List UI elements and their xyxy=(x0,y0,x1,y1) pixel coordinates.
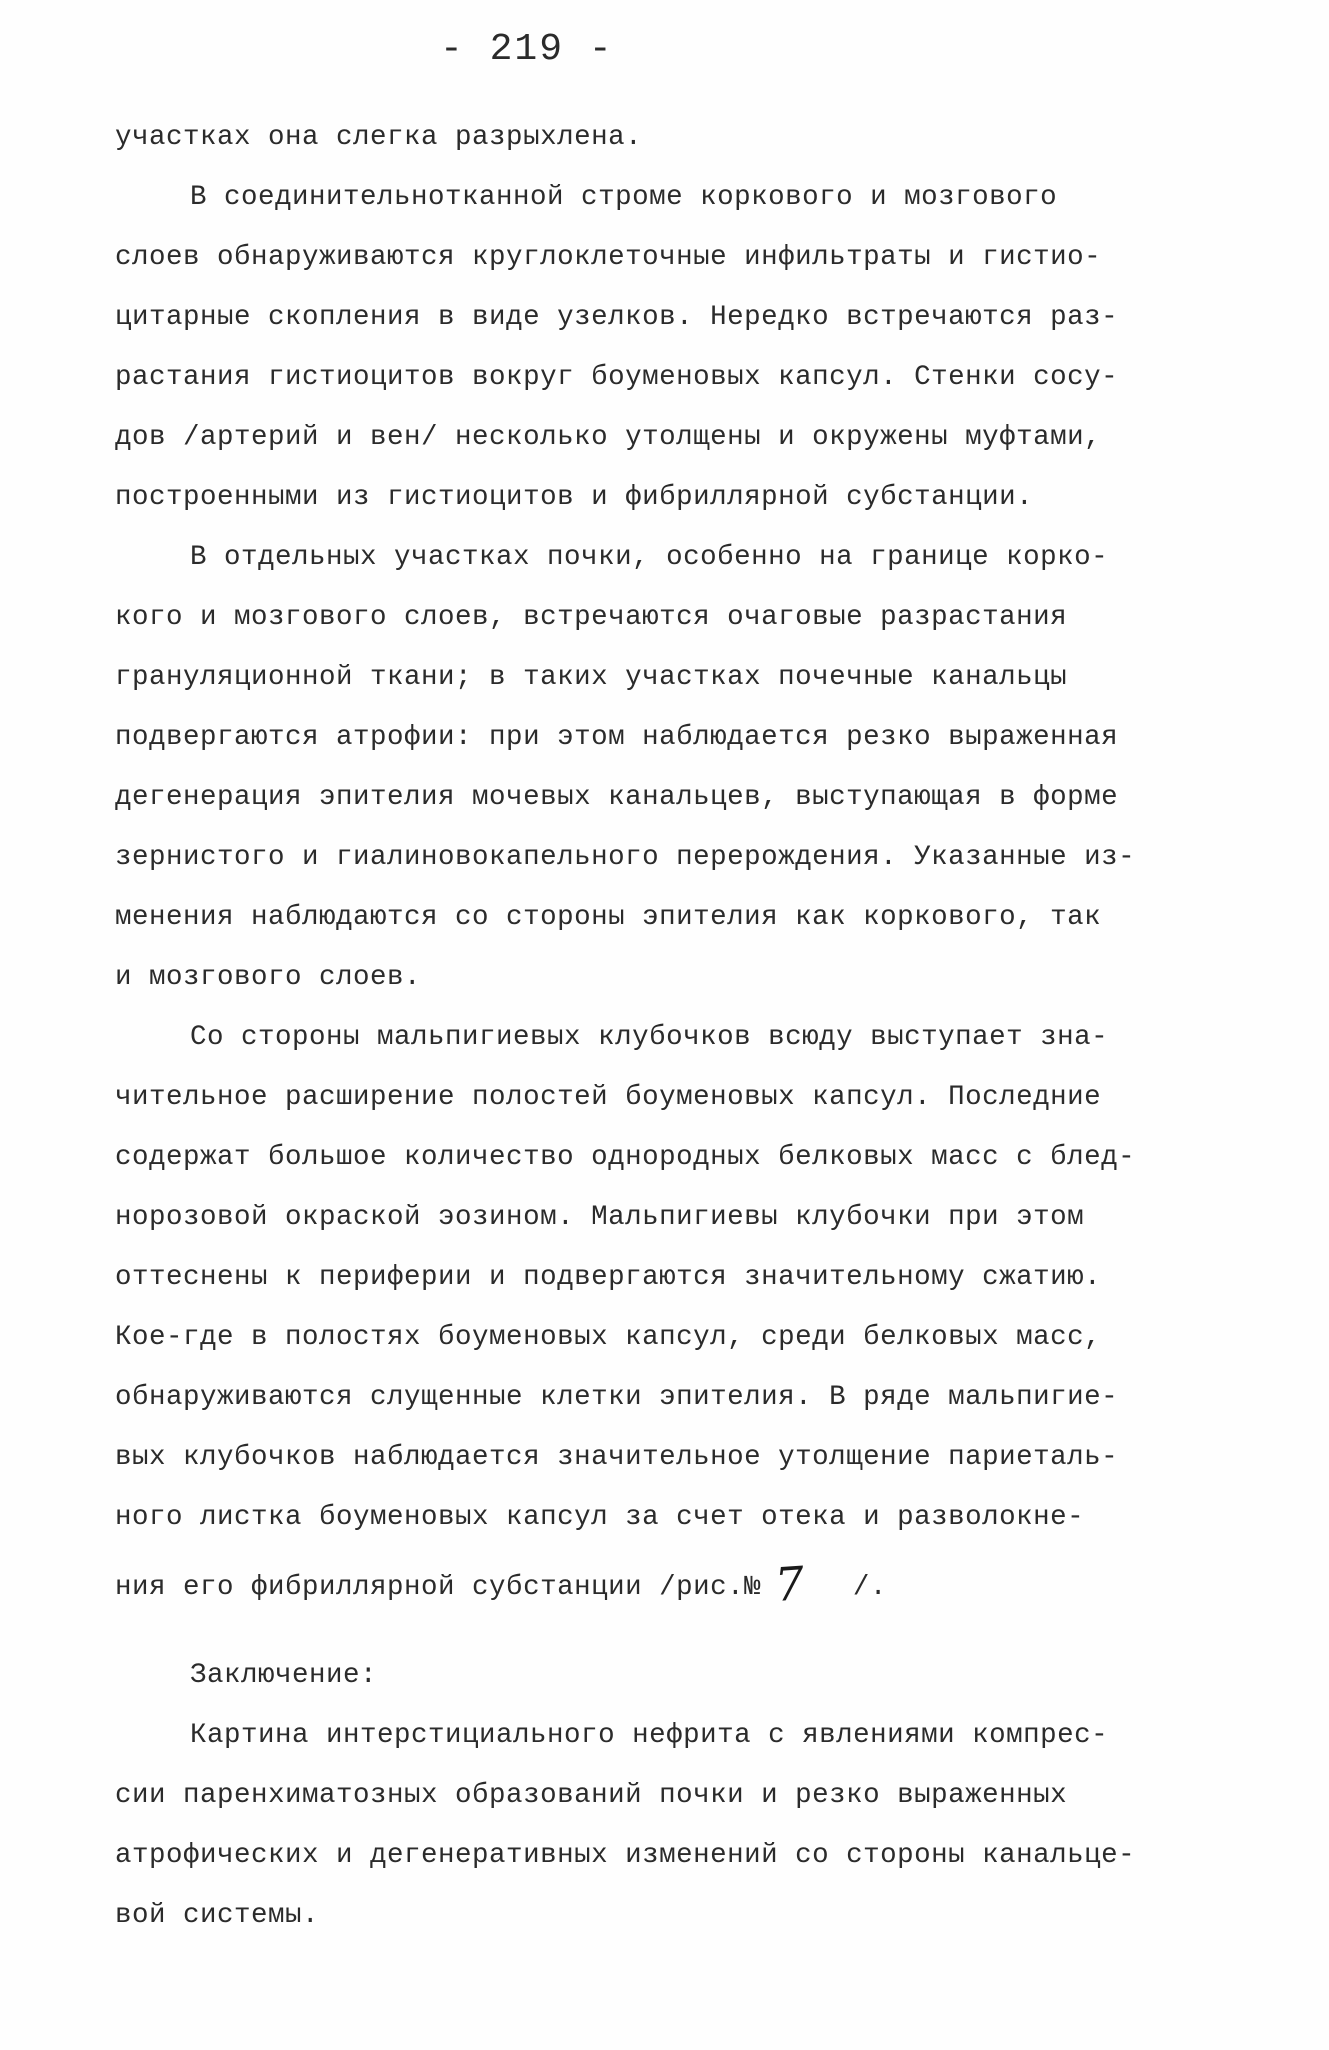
text-line: подвергаются атрофии: при этом наблюдается резко выраженная xyxy=(115,722,1119,753)
figure-reference-line xyxy=(115,1548,1225,1612)
text-line: В соединительнотканной строме коркового и мозгового xyxy=(190,182,1058,213)
page-number: - 219 - xyxy=(440,28,614,71)
text-line: дов /артерий и вен/ несколько утолщены и окружены муфтами, xyxy=(115,422,1102,453)
text-line: вых клубочков наблюдается значительное утолщение париеталь- xyxy=(115,1442,1119,1473)
text-line: менения наблюдаются со стороны эпителия как коркового, так xyxy=(115,902,1102,933)
text-line: растания гистиоцитов вокруг боуменовых капсул. Стенки сосу- xyxy=(115,362,1119,393)
text-line: содержат большое количество однородных белковых масс с блед- xyxy=(115,1142,1136,1173)
conclusion-heading: Заключение: xyxy=(190,1660,378,1691)
text-line: Картина интерстициального нефрита с явлениями компрес- xyxy=(190,1720,1109,1751)
text-line: цитарные скопления в виде узелков. Нередко встречаются раз- xyxy=(115,302,1119,333)
text-line: зернистого и гиалиновокапельного перерождения. Указанные из- xyxy=(115,842,1136,873)
handwritten-figure-number: 7 xyxy=(773,1556,807,1612)
text-line: Кое-где в полостях боуменовых капсул, среди белковых масс, xyxy=(115,1322,1102,1353)
text-line: ного листка боуменовых капсул за счет отека и разволокне- xyxy=(115,1502,1085,1533)
text-line: вой системы. xyxy=(115,1900,320,1931)
text-line: атрофических и дегенеративных изменений со стороны канальце- xyxy=(115,1840,1136,1871)
figure-reference-prefix: ния его фибриллярной субстанции /рис.№ xyxy=(115,1572,762,1603)
text-line: чительное расширение полостей боуменовых капсул. Последние xyxy=(115,1082,1102,1113)
text-line: слоев обнаруживаются круглоклеточные инфильтраты и гистио- xyxy=(115,242,1102,273)
document-body xyxy=(115,108,1225,1946)
text-line: Со стороны мальпигиевых клубочков всюду выступает зна- xyxy=(190,1022,1109,1053)
text-line: сии паренхиматозных образований почки и резко выраженных xyxy=(115,1780,1068,1811)
text-line: оттеснены к периферии и подвергаются значительному сжатию. xyxy=(115,1262,1102,1293)
text-line: грануляционной ткани; в таких участках почечные канальцы xyxy=(115,662,1068,693)
text-line: и мозгового слоев. xyxy=(115,962,422,993)
figure-reference-suffix: /. xyxy=(852,1572,887,1603)
text-line: В отдельных участках почки, особенно на границе корко- xyxy=(190,542,1109,573)
text-line: норозовой окраской эозином. Мальпигиевы клубочки при этом xyxy=(115,1202,1085,1233)
text-line: обнаруживаются слущенные клетки эпителия. В ряде мальпигие- xyxy=(115,1382,1119,1413)
text-line: кого и мозгового слоев, встречаются очаговые разрастания xyxy=(115,602,1068,633)
text-line: участках она слегка разрыхлена. xyxy=(115,122,643,153)
text-line: построенными из гистиоцитов и фибриллярной субстанции. xyxy=(115,482,1034,513)
text-line: дегенерация эпителия мочевых канальцев, выступающая в форме xyxy=(115,782,1119,813)
